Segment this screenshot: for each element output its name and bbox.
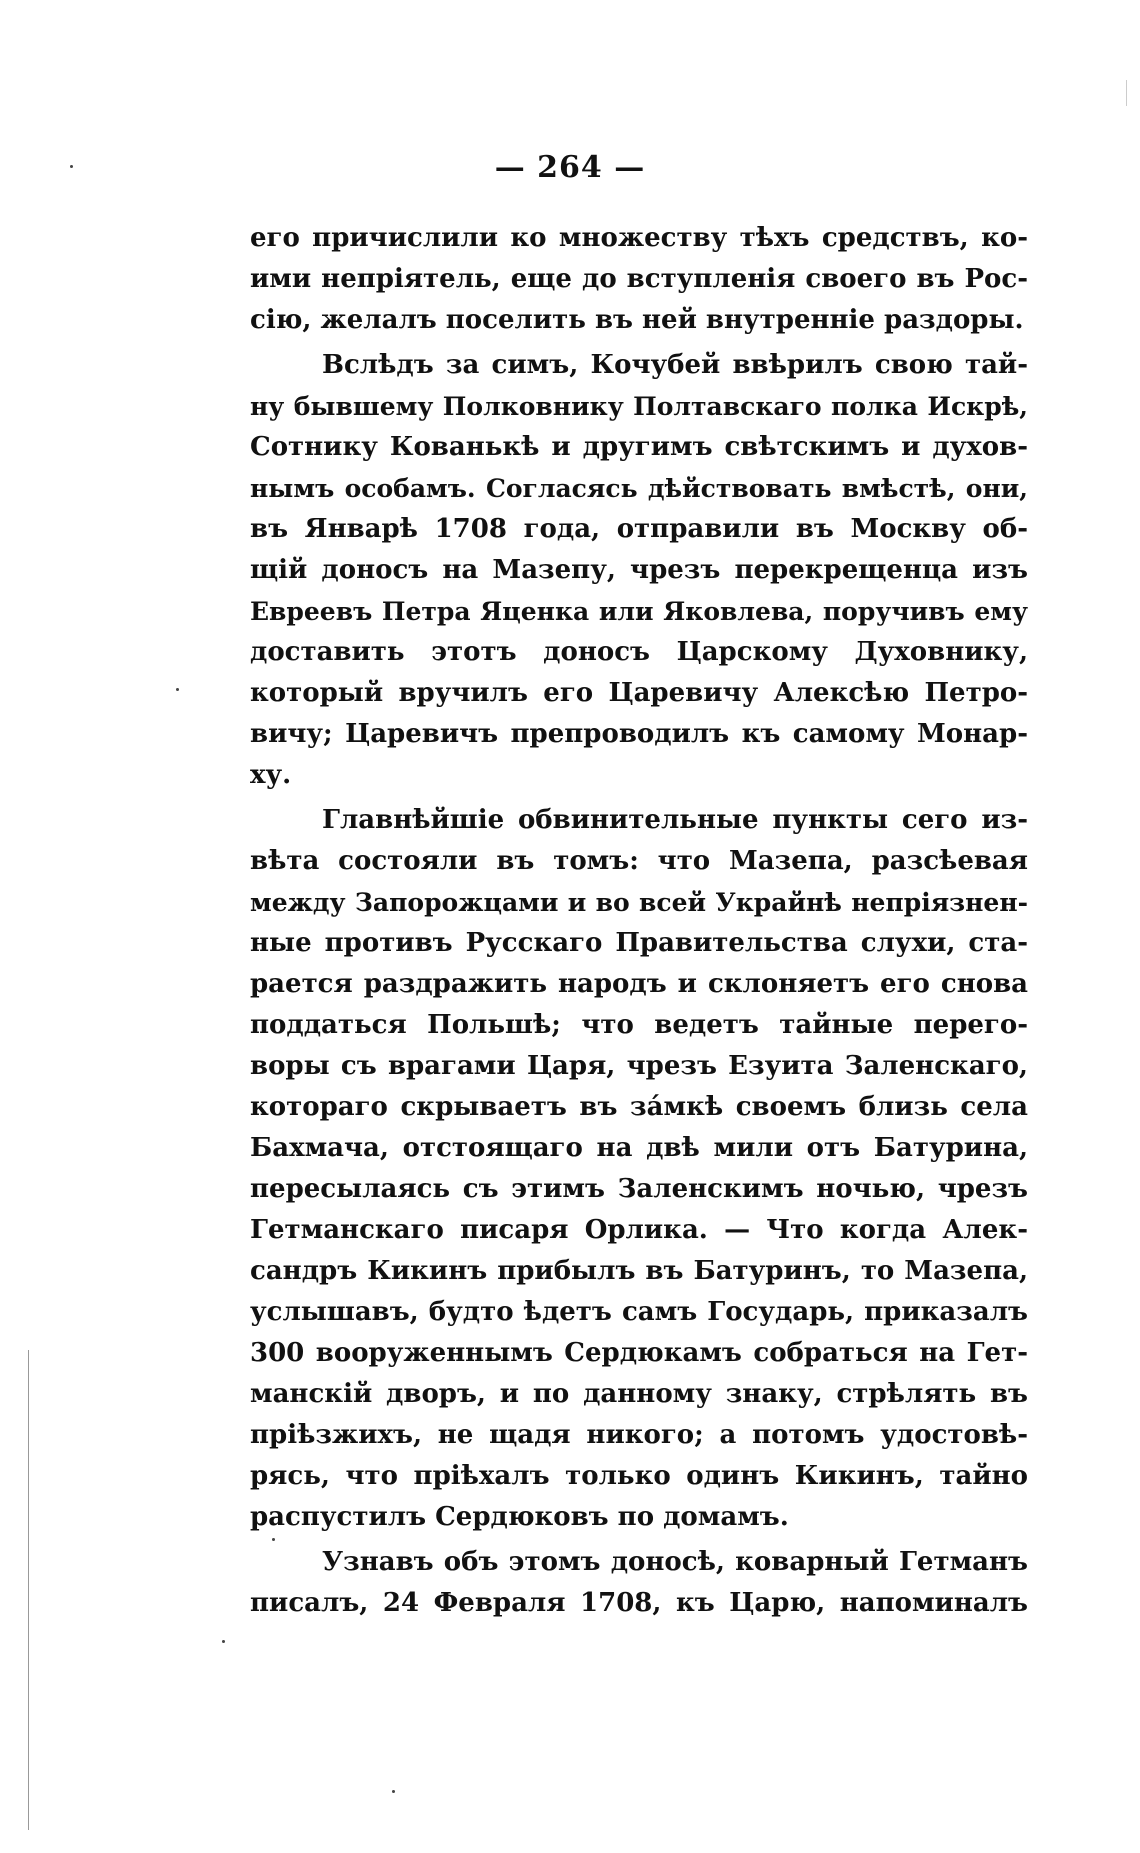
text-line: котораго скрываетъ въ зáмкѣ своемъ близь села [250,1092,1028,1122]
text-line: Бахмача, отстоящаго на двѣ мили отъ Батурина, [250,1133,1028,1163]
scan-speck [222,1640,225,1643]
text-line: ху. [250,760,292,790]
text-line: щій доносъ на Мазепу, чрезъ перекрещенца изъ [250,555,1028,585]
text-line: сію, желалъ поселить въ ней внутренніе раздоры. [250,305,1024,335]
text-line: между Запорожцами и во всей Украйнѣ непріязнен- [250,888,1028,917]
text-line: ные противъ Русскаго Правительства слухи, ста- [250,928,1028,958]
paragraph [250,345,1028,796]
text-line: Вслѣдъ за симъ, Кочубей ввѣрилъ свою тай- [322,350,1028,380]
text-line: сандръ Кикинъ прибылъ въ Батуринъ, то Мазепа, [250,1256,1028,1286]
text-line: который вручилъ его Царевичу Алексѣю Петро- [250,678,1028,708]
text-line: ну бывшему Полковнику Полтавскаго полка Искрѣ, [250,392,1028,421]
text-line: пріѣзжихъ, не щадя никого; а потомъ удостовѣ- [250,1420,1028,1450]
text-line: поддаться Польшѣ; что ведетъ тайные перего- [250,1010,1028,1040]
text-line: пересылаясь съ этимъ Заленскимъ ночью, чрезъ [250,1174,1028,1204]
text-line: Гетманскаго писаря Орлика. — Что когда Алек- [250,1215,1028,1245]
text-line: его причислили ко множеству тѣхъ средствъ, ко- [250,223,1028,253]
scan-speck [176,688,179,691]
text-line: воры съ врагами Царя, чрезъ Езуита Заленскаго, [250,1051,1028,1081]
paragraph [250,218,1028,341]
text-line: 300 вооруженнымъ Сердюкамъ собраться на Гет- [250,1338,1028,1368]
scan-edge-line [28,1350,29,1830]
text-line: ими непріятель, еще до вступленія своего въ Рос- [250,264,1028,294]
text-line: рясь, что пріѣхалъ только одинъ Кикинъ, тайно [250,1461,1028,1491]
text-line: Сотнику Кованькѣ и другимъ свѣтскимъ и духов- [250,432,1028,462]
paragraph [250,800,1028,1538]
scan-speck [70,165,73,168]
text-line: доставить этотъ доносъ Царскому Духовнику, [250,637,1028,667]
text-line: вѣта состояли въ томъ: что Мазепа, разсѣевая [250,846,1028,876]
text-line: Евреевъ Петра Яценка или Яковлева, поручивъ ему [250,597,1028,626]
text-line: въ Январѣ 1708 года, отправили въ Москву об- [250,514,1028,544]
paragraph [250,1542,1028,1624]
text-line: рается раздражить народъ и склоняетъ его снова [250,969,1028,999]
scan-edge-mark [1126,80,1127,106]
text-line: вичу; Царевичъ препроводилъ къ самому Монар- [250,719,1028,749]
text-line: нымъ особамъ. Согласясь дѣйствовать вмѣстѣ, они, [250,474,1028,503]
text-line: услышавъ, будто ѣдетъ самъ Государь, приказалъ [250,1297,1028,1327]
scan-speck [392,1790,395,1793]
text-body [250,218,1028,1624]
text-line: манскій дворъ, и по данному знаку, стрѣлять въ [250,1379,1028,1409]
page-number: — 264 — [494,150,646,185]
scan-speck [272,1538,275,1541]
text-line: писалъ, 24 Февраля 1708, къ Царю, напоминалъ [250,1588,1028,1618]
text-line: Узнавъ объ этомъ доносѣ, коварный Гетманъ [322,1547,1028,1577]
text-line: распустилъ Сердюковъ по домамъ. [250,1502,789,1532]
text-line: Главнѣйшіе обвинительные пункты сего из- [322,805,1028,835]
